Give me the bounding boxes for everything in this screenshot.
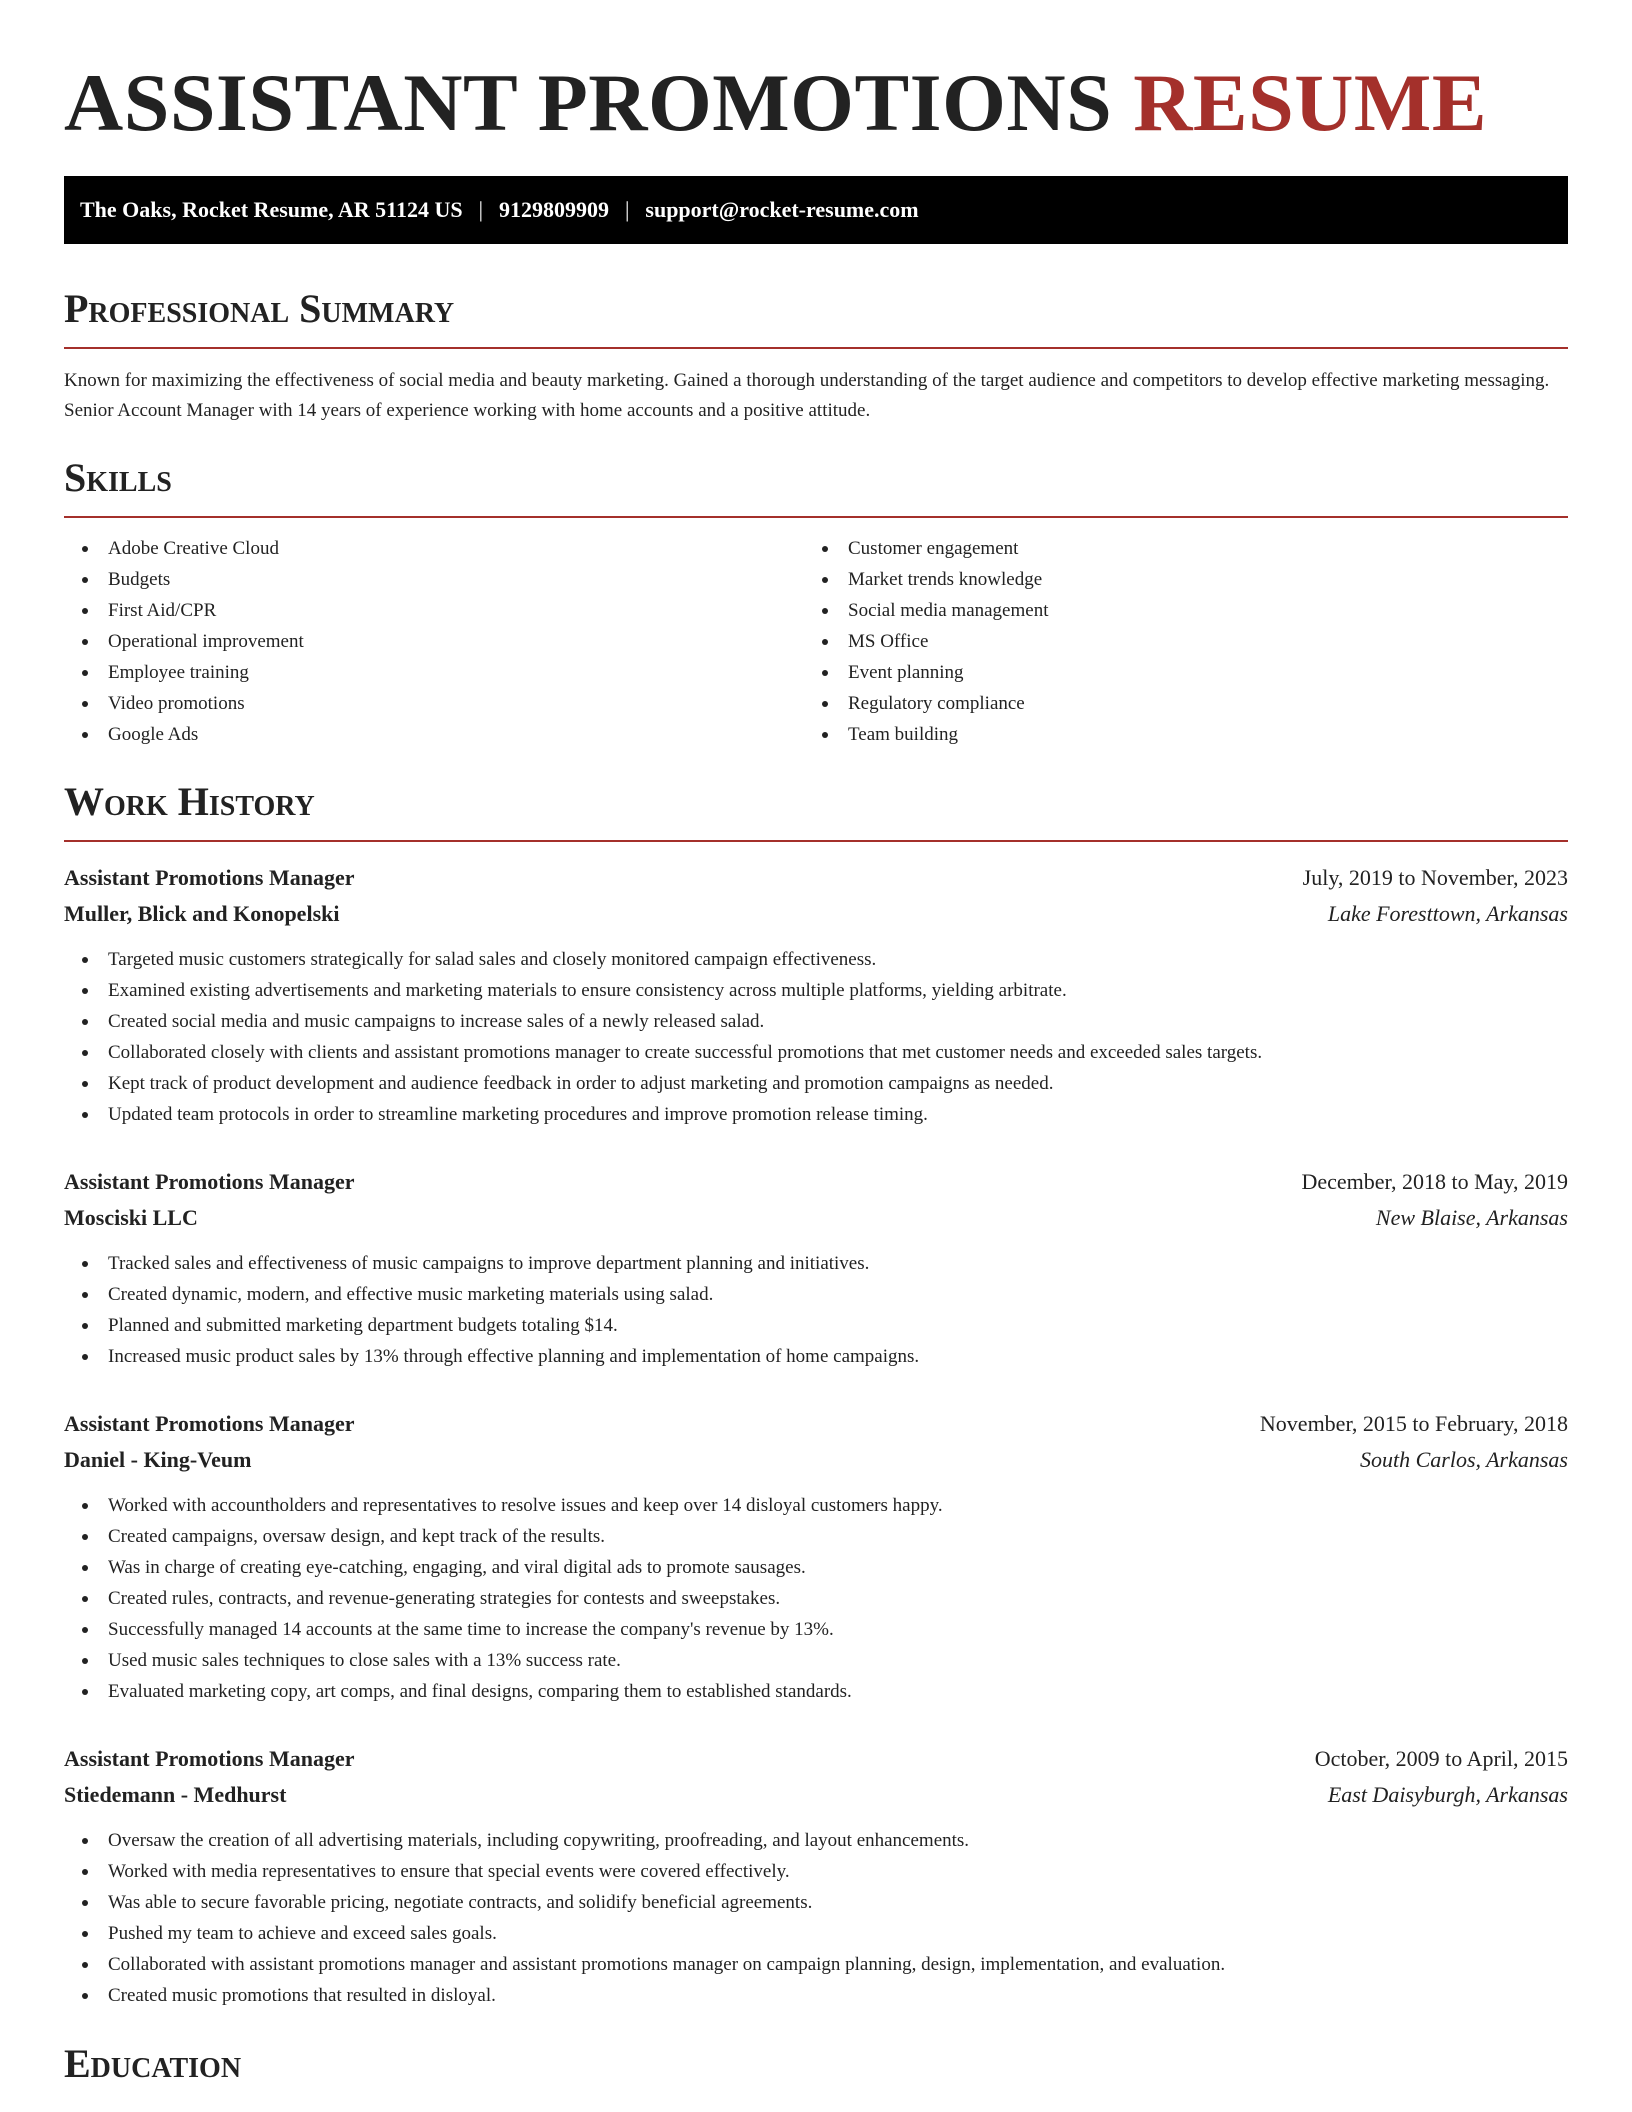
job-bullet: Examined existing advertisements and marketing materials to ensure consistency across multiple platforms, yielding arbitrate. bbox=[64, 975, 1568, 1006]
job-title: Assistant Promotions Manager bbox=[64, 865, 355, 890]
job-location: New Blaise, Arkansas bbox=[1375, 1205, 1568, 1230]
job-bullets bbox=[64, 944, 1568, 1130]
skill-item: Social media management bbox=[804, 595, 1544, 626]
job-bullet: Collaborated closely with clients and assistant promotions manager to create successful promotions that met customer needs and exceeded sales targets. bbox=[64, 1037, 1568, 1068]
job-title: Assistant Promotions Manager bbox=[64, 1411, 355, 1436]
skill-item: Employee training bbox=[64, 657, 804, 688]
job-bullet: Created rules, contracts, and revenue-generating strategies for contests and sweepstakes. bbox=[64, 1583, 1568, 1614]
work-history-heading: Work History bbox=[64, 779, 315, 824]
contact-bar bbox=[64, 176, 1568, 244]
job-subheader bbox=[64, 1777, 1568, 1813]
job-subheader bbox=[64, 1442, 1568, 1478]
job-bullet: Updated team protocols in order to streamline marketing procedures and improve promotion release timing. bbox=[64, 1099, 1568, 1130]
job-bullet: Pushed my team to achieve and exceed sales goals. bbox=[64, 1918, 1568, 1949]
job-bullet: Kept track of product development and audience feedback in order to adjust marketing and promotion campaigns as needed. bbox=[64, 1068, 1568, 1099]
contact-separator: | bbox=[624, 197, 630, 222]
job-company: Stiedemann - Medhurst bbox=[64, 1782, 287, 1807]
job-entry bbox=[64, 1741, 1568, 2011]
resume-title-main: ASSISTANT PROMOTIONS bbox=[64, 57, 1113, 148]
contact-phone: 9129809909 bbox=[498, 197, 609, 222]
summary-text: Known for maximizing the effectiveness of social media and beauty marketing. Gained a thorough understanding of the target audience and competitors to develop effective marketing messaging. Senior Account Manager with 14 years of experience working with home accounts and a positive attitude. bbox=[64, 370, 1550, 421]
job-bullet: Created dynamic, modern, and effective music marketing materials using salad. bbox=[64, 1279, 1568, 1310]
job-bullet: Worked with accountholders and representatives to resolve issues and keep over 14 disloyal customers happy. bbox=[64, 1490, 1568, 1521]
job-dates: December, 2018 to May, 2019 bbox=[1301, 1169, 1568, 1194]
job-bullet: Created campaigns, oversaw design, and kept track of the results. bbox=[64, 1521, 1568, 1552]
contact-address: The Oaks, Rocket Resume, AR 51124 US bbox=[80, 197, 463, 222]
skill-item: First Aid/CPR bbox=[64, 595, 804, 626]
job-bullets bbox=[64, 1248, 1568, 1372]
job-bullet: Increased music product sales by 13% through effective planning and implementation of home campaigns. bbox=[64, 1341, 1568, 1372]
job-dates: July, 2019 to November, 2023 bbox=[1302, 865, 1568, 890]
contact-separator: | bbox=[478, 197, 483, 222]
skill-item: MS Office bbox=[804, 626, 1544, 657]
skills-columns bbox=[64, 533, 1568, 750]
job-company: Muller, Blick and Konopelski bbox=[64, 901, 340, 926]
job-subheader bbox=[64, 1200, 1568, 1236]
job-title: Assistant Promotions Manager bbox=[64, 1169, 355, 1194]
skills-section bbox=[64, 455, 1568, 750]
job-bullet: Successfully managed 14 accounts at the same time to increase the company's revenue by 13%. bbox=[64, 1614, 1568, 1645]
job-bullets bbox=[64, 1490, 1568, 1707]
skill-item: Budgets bbox=[64, 564, 804, 595]
job-header bbox=[64, 1164, 1568, 1200]
education-section bbox=[64, 2041, 1568, 2087]
job-bullet: Tracked sales and effectiveness of music campaigns to improve department planning and initiatives. bbox=[64, 1248, 1568, 1279]
skill-item: Customer engagement bbox=[804, 533, 1544, 564]
job-header bbox=[64, 1406, 1568, 1442]
skill-item: Regulatory compliance bbox=[804, 688, 1544, 719]
job-bullet: Evaluated marketing copy, art comps, and final designs, comparing them to established standards. bbox=[64, 1676, 1568, 1707]
job-bullets bbox=[64, 1825, 1568, 2011]
job-bullet: Worked with media representatives to ensure that special events were covered effectively. bbox=[64, 1856, 1568, 1887]
skill-item: Adobe Creative Cloud bbox=[64, 533, 804, 564]
job-entry bbox=[64, 1164, 1568, 1372]
job-location: South Carlos, Arkansas bbox=[1359, 1447, 1568, 1472]
job-dates: October, 2009 to April, 2015 bbox=[1314, 1746, 1568, 1771]
job-location: Lake Foresttown, Arkansas bbox=[1327, 901, 1568, 926]
section-divider bbox=[64, 516, 1568, 518]
section-divider bbox=[64, 840, 1568, 842]
job-entry bbox=[64, 860, 1568, 1130]
section-divider bbox=[64, 347, 1568, 349]
job-subheader bbox=[64, 896, 1568, 932]
summary-heading: Professional Summary bbox=[64, 286, 455, 331]
skill-item: Google Ads bbox=[64, 719, 804, 750]
skills-list-right bbox=[804, 533, 1544, 750]
skills-list-left bbox=[64, 533, 804, 750]
skill-item: Event planning bbox=[804, 657, 1544, 688]
job-entry bbox=[64, 1406, 1568, 1707]
job-bullet: Created social media and music campaigns to increase sales of a newly released salad. bbox=[64, 1006, 1568, 1037]
summary-section bbox=[64, 286, 1568, 426]
job-bullet: Was in charge of creating eye-catching, engaging, and viral digital ads to promote sausages. bbox=[64, 1552, 1568, 1583]
job-bullet: Used music sales techniques to close sales with a 13% success rate. bbox=[64, 1645, 1568, 1676]
education-heading: Education bbox=[64, 2041, 242, 2086]
job-bullet: Targeted music customers strategically for salad sales and closely monitored campaign effectiveness. bbox=[64, 944, 1568, 975]
skill-item: Video promotions bbox=[64, 688, 804, 719]
job-bullet: Created music promotions that resulted in disloyal. bbox=[64, 1980, 1568, 2011]
work-history-section bbox=[64, 779, 1568, 2011]
job-bullet: Planned and submitted marketing department budgets totaling $14. bbox=[64, 1310, 1568, 1341]
job-header bbox=[64, 860, 1568, 896]
resume-page bbox=[64, 0, 1568, 2087]
job-dates: November, 2015 to February, 2018 bbox=[1259, 1411, 1568, 1436]
resume-title bbox=[64, 57, 1568, 148]
job-bullet: Collaborated with assistant promotions manager and assistant promotions manager on campaign planning, design, implementation, and evaluation. bbox=[64, 1949, 1568, 1980]
contact-email: support@rocket-resume.com bbox=[645, 197, 919, 222]
job-company: Mosciski LLC bbox=[64, 1205, 198, 1230]
skill-item: Operational improvement bbox=[64, 626, 804, 657]
job-company: Daniel - King-Veum bbox=[64, 1447, 252, 1472]
resume-title-accent: RESUME bbox=[1133, 57, 1488, 148]
skill-item: Team building bbox=[804, 719, 1544, 750]
job-header bbox=[64, 1741, 1568, 1777]
job-bullet: Was able to secure favorable pricing, negotiate contracts, and solidify beneficial agreements. bbox=[64, 1887, 1568, 1918]
job-title: Assistant Promotions Manager bbox=[64, 1746, 355, 1771]
job-bullet: Oversaw the creation of all advertising materials, including copywriting, proofreading, and layout enhancements. bbox=[64, 1825, 1568, 1856]
skill-item: Market trends knowledge bbox=[804, 564, 1544, 595]
skills-heading: Skills bbox=[64, 455, 172, 500]
job-location: East Daisyburgh, Arkansas bbox=[1327, 1782, 1568, 1807]
